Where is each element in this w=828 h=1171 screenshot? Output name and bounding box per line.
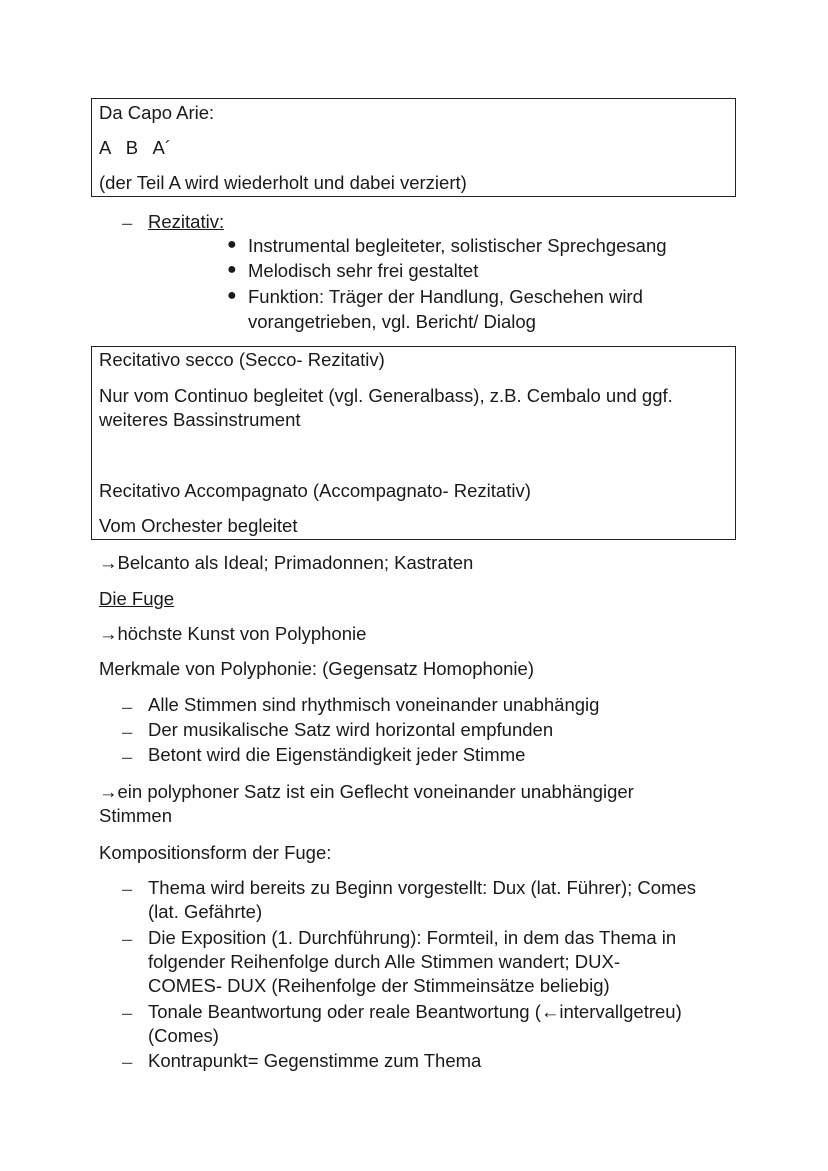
list-item-continued: folgender Reihenfolge durch Alle Stimmen wandert; DUX- xyxy=(148,951,620,972)
secco-desc-2: weiteres Bassinstrument xyxy=(99,409,301,430)
secco-desc-1: Nur vom Continuo begleitet (vgl. Generalbass), z.B. Cembalo und ggf. xyxy=(99,385,673,406)
list-dash: – xyxy=(122,1051,133,1072)
bullet-icon: ● xyxy=(227,287,237,304)
list-item-continued: (lat. Gefährte) xyxy=(148,901,263,922)
list-item: Der musikalische Satz wird horizontal empfunden xyxy=(148,719,554,740)
list-item-continued: (Comes) xyxy=(148,1025,219,1046)
da-capo-note: (der Teil A wird wiederholt und dabei verziert) xyxy=(99,172,467,193)
recitativo-box xyxy=(91,346,736,540)
fuge-kunst: →höchste Kunst von Polyphonie xyxy=(99,623,367,644)
list-item: Kontrapunkt= Gegenstimme zum Thema xyxy=(148,1050,482,1071)
list-item: Melodisch sehr frei gestaltet xyxy=(248,260,479,281)
list-dash: – xyxy=(122,696,133,717)
secco-title: Recitativo secco (Secco- Rezitativ) xyxy=(99,349,385,370)
list-item: Funktion: Träger der Handlung, Geschehen wird xyxy=(248,286,643,307)
list-dash: – xyxy=(122,746,133,767)
list-item: Tonale Beantwortung oder reale Beantwortung (←intervallgetreu) xyxy=(148,1001,682,1022)
da-capo-scheme: A B A´ xyxy=(99,137,171,158)
accompagnato-desc: Vom Orchester begleitet xyxy=(99,515,298,536)
bullet-icon: ● xyxy=(227,236,237,253)
komp-title: Kompositionsform der Fuge: xyxy=(99,842,332,863)
fuge-title: Die Fuge xyxy=(99,588,175,609)
list-item: Instrumental begleiteter, solistischer Sprechgesang xyxy=(248,235,667,256)
list-dash: – xyxy=(122,212,133,233)
list-dash: – xyxy=(122,928,133,949)
bullet-icon: ● xyxy=(227,261,237,278)
merkmale-title: Merkmale von Polyphonie: (Gegensatz Homophonie) xyxy=(99,658,534,679)
list-dash: – xyxy=(122,878,133,899)
list-item: Betont wird die Eigenständigkeit jeder Stimme xyxy=(148,744,526,765)
list-item: Thema wird bereits zu Beginn vorgestellt: Dux (lat. Führer); Comes xyxy=(148,877,697,898)
geflecht-line-2: Stimmen xyxy=(99,805,172,826)
accompagnato-title: Recitativo Accompagnato (Accompagnato- Rezitativ) xyxy=(99,480,531,501)
da-capo-box xyxy=(91,98,736,197)
list-item-continued: COMES- DUX (Reihenfolge der Stimmeinsätze beliebig) xyxy=(148,975,610,996)
list-item: Die Exposition (1. Durchführung): Formteil, in dem das Thema in xyxy=(148,927,677,948)
list-item: Alle Stimmen sind rhythmisch voneinander unabhängig xyxy=(148,694,600,715)
rezitativ-heading: Rezitativ: xyxy=(148,211,225,232)
geflecht-line-1: →ein polyphoner Satz ist ein Geflecht voneinander unabhängiger xyxy=(99,781,634,802)
list-dash: – xyxy=(122,721,133,742)
da-capo-title: Da Capo Arie: xyxy=(99,102,215,123)
belcanto-line: →Belcanto als Ideal; Primadonnen; Kastraten xyxy=(99,552,474,573)
list-dash: – xyxy=(122,1002,133,1023)
list-item-continued: vorangetrieben, vgl. Bericht/ Dialog xyxy=(248,311,536,332)
